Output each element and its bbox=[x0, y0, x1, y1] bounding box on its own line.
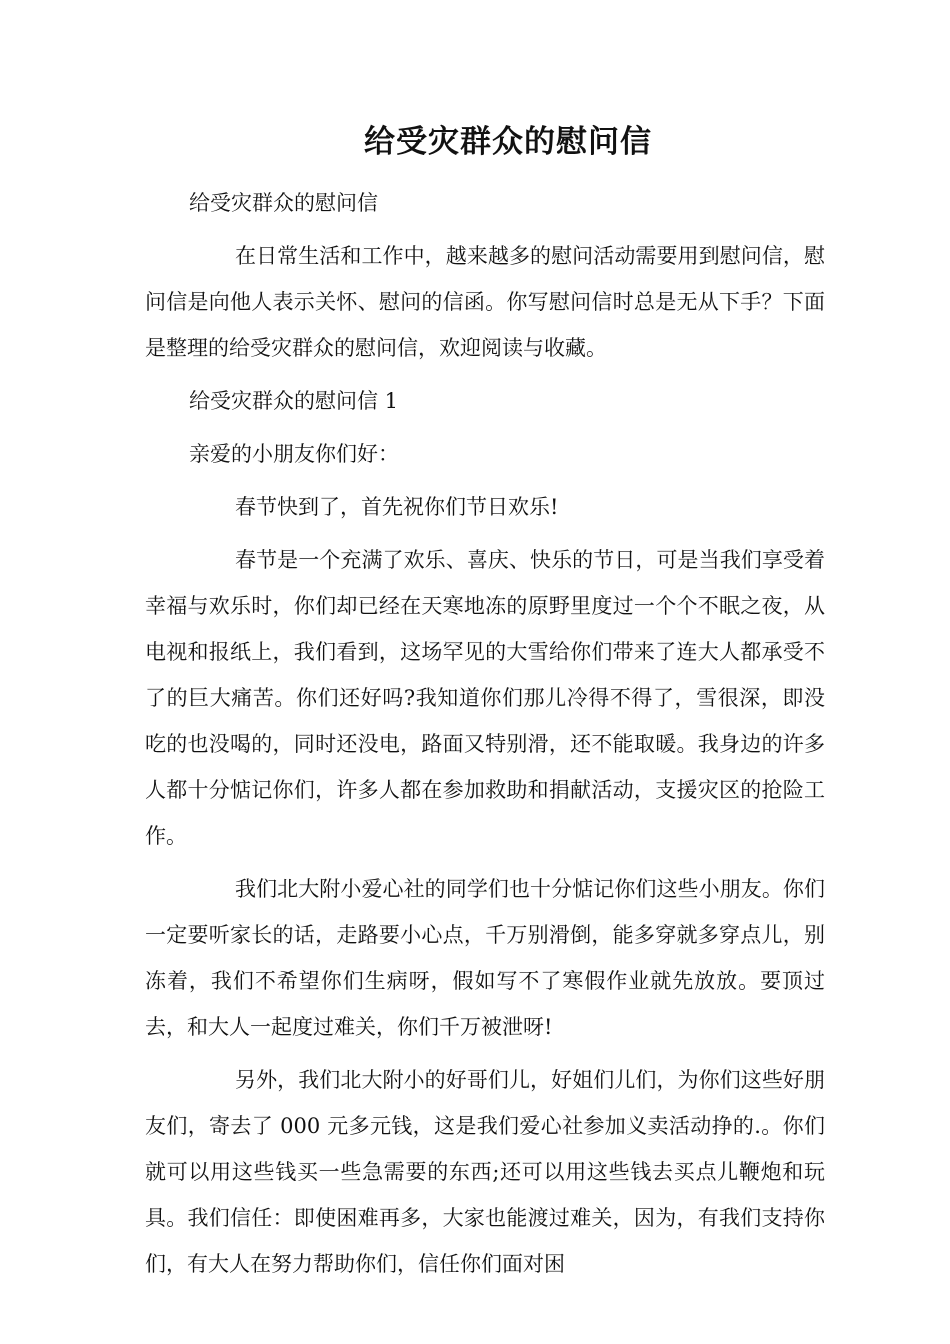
document-title: 给受灾群众的慰问信 bbox=[364, 124, 652, 160]
greeting-paragraph: 春节快到了，首先祝你们节日欢乐! bbox=[235, 495, 559, 519]
body-paragraph: 另外，我们北大附小的好哥们儿，好姐们儿们，为你们这些好朋友们，寄去了 000 元多元钱，这是我们爱心社参加义卖活动挣的.。你们就可以用这些钱买一些急需要的东西;还可以用这些钱去买点儿鞭炮和玩具。我们信任：即使困难再多，大家也能渡过难关，因为，有我们支持你们，有大人在努力帮助你们，信任你们面对困 bbox=[145, 1068, 825, 1276]
subtitle-paragraph: 给受灾群众的慰问信 bbox=[189, 191, 378, 215]
body-paragraph: 我们北大附小爱心社的同学们也十分惦记你们这些小朋友。你们一定要听家长的话，走路要小心点，千万别滑倒，能多穿就多穿点儿，别冻着，我们不希望你们生病呀，假如写不了寒假作业就先放放。要顶过去，和大人一起度过难关，你们千万被泄呀! bbox=[145, 877, 825, 1039]
letter-heading: 给受灾群众的慰问信 1 bbox=[189, 389, 399, 413]
intro-paragraph: 在日常生活和工作中，越来越多的慰问活动需要用到慰问信，慰问信是向他人表示关怀、慰问的信函。你写慰问信时总是无从下手？下面是整理的给受灾群众的慰问信，欢迎阅读与收藏。 bbox=[145, 244, 825, 360]
body-paragraph: 春节是一个充满了欢乐、喜庆、快乐的节日，可是当我们享受着幸福与欢乐时，你们却已经在天寒地冻的原野里度过一个个不眠之夜，从电视和报纸上，我们看到，这场罕见的大雪给你们带来了连大人都承受不了的巨大痛苦。你们还好吗?我知道你们那儿冷得不得了，雪很深，即没吃的也没喝的，同时还没电，路面又特别滑，还不能取暖。我身边的许多人都十分惦记你们，许多人都在参加救助和捐献活动，支援灾区的抢险工作。 bbox=[145, 548, 825, 848]
document-body bbox=[145, 180, 825, 1294]
salutation: 亲爱的小朋友你们好： bbox=[189, 442, 399, 466]
